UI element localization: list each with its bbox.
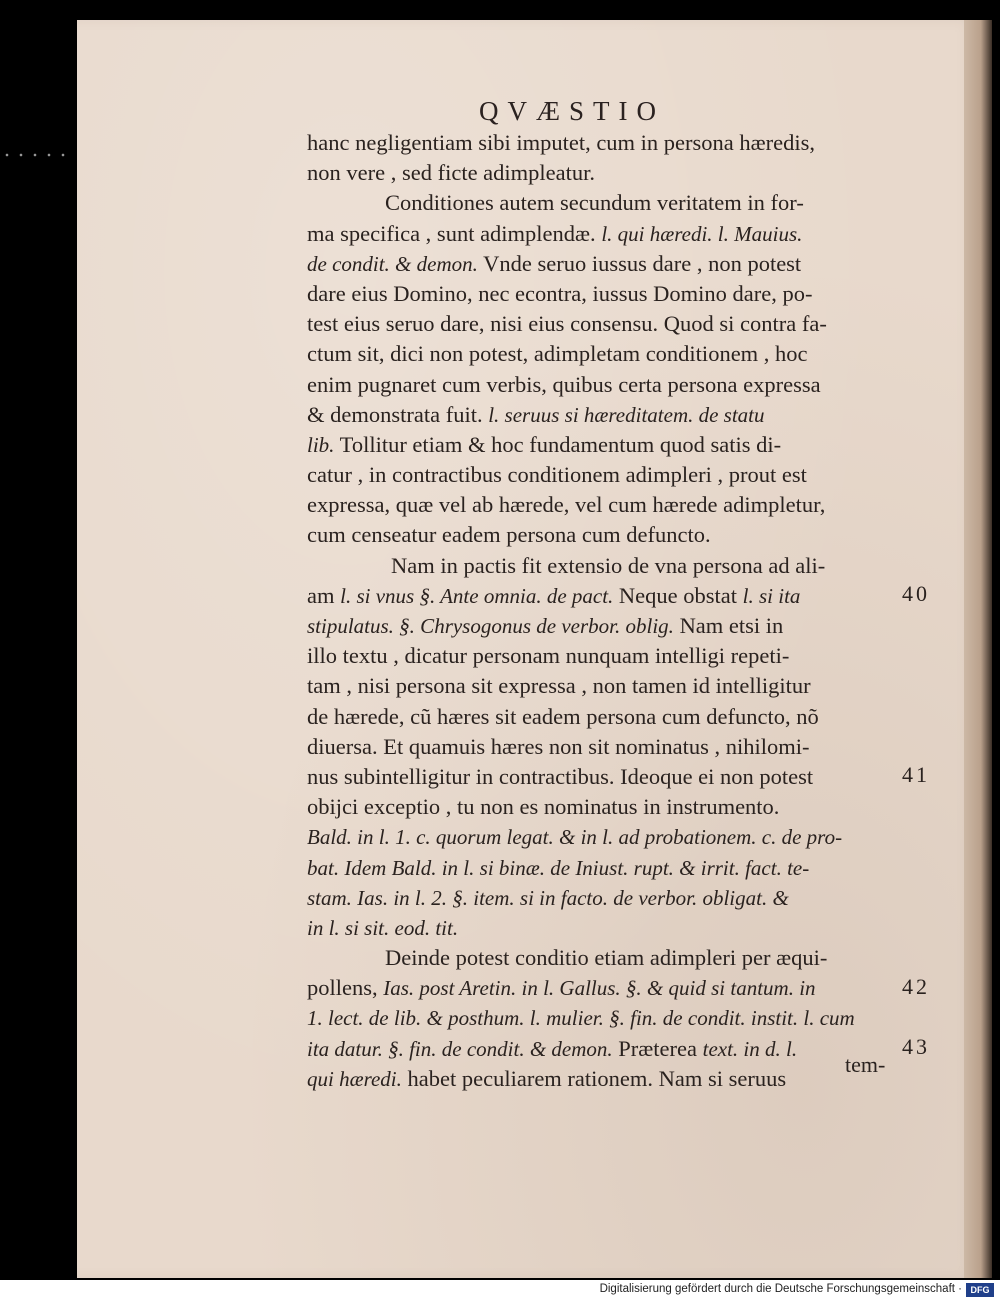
citation-text: l. seruus si hæreditatem. de statu [488,402,765,427]
text-line [307,913,907,943]
text-line [307,309,907,339]
line-text: nus subintelligitur in contractibus. Ideoque ei non potest [307,763,814,789]
text-line [307,158,907,188]
previous-page-edge [0,152,72,158]
line-text: Præterea [612,1035,703,1061]
text-line [307,671,907,701]
text-line [307,883,907,913]
line-text: test eius seruo dare, nisi eius consensu. Quod si contra fa- [307,311,827,337]
text-line [307,943,907,973]
margin-number: 40 [902,581,930,606]
page-gutter-shadow [964,20,992,1278]
text-line [307,973,907,1003]
line-text: Vnde seruo iussus dare , non potest [477,250,802,276]
line-text: ma specifica , sunt adimplendæ. [307,220,602,246]
margin-number: 42 [902,973,930,999]
line-text: enim pugnaret cum verbis, quibus certa persona expressa [307,371,821,397]
citation-text: in l. si sit. eod. tit. [307,915,459,940]
text-line [307,460,907,490]
citation-text: stam. Ias. in l. 2. §. item. si in facto. de verbor. obligat. & [307,885,789,910]
line-text: non vere , sed ficte adimpleatur. [307,160,596,186]
text-line [307,490,907,520]
citation-text: l. si ita [742,583,801,608]
citation-text: ita datur. §. fin. de condit. & demon. [307,1036,613,1061]
citation-text: Bald. in l. 1. c. quorum legat. & in l. ad probationem. c. de pro- [307,825,843,850]
line-text: de hærede, cũ hæres sit eadem persona cum defuncto, nõ [307,703,819,729]
line-text: obijci exceptio , tu non es nominatus in instrumento. [307,794,780,820]
citation-text: qui hæredi. [307,1066,402,1091]
line-text: cum censeatur eadem persona cum defuncto. [307,522,711,548]
text-line [307,581,907,611]
citation-text: l. qui hæredi. l. Mauius. [601,221,803,246]
text-line [307,400,907,430]
text-line [307,822,907,852]
line-text: diuersa. Et quamuis hæres non sit nominatus , nihilomi- [307,733,810,759]
line-text: Nam in pactis fit extensio de vna persona ad ali- [391,552,826,578]
line-text: illo textu , dicatur personam nunquam intelligi repeti- [307,643,790,669]
text-line [307,128,907,158]
funding-notice: Digitalisierung gefördert durch die Deutsche Forschungsgemeinschaft · [599,1283,962,1295]
text-line [307,188,907,218]
body-text [307,128,907,1094]
text-line [307,339,907,369]
text-line [307,219,907,249]
line-text: ctum sit, dici non potest, adimpletam conditionem , hoc [307,341,808,367]
line-text: tam , nisi persona sit expressa , non tamen id intelligitur [307,673,811,699]
line-text: catur , in contractibus conditionem adimpleri , prout est [307,462,807,488]
citation-text: stipulatus. §. Chrysogonus de verbor. oblig. [307,614,674,638]
text-line [307,641,907,671]
line-text: Conditiones autem secundum veritatem in for- [385,190,804,216]
footer-bar [0,1280,1000,1301]
line-text: am [307,582,341,608]
line-text: & demonstrata fuit. [307,401,489,427]
running-head: QVÆSTIO [479,96,666,126]
line-text: hanc negligentiam sibi imputet, cum in persona hæredis, [307,130,816,155]
catchword: tem- [845,1052,886,1077]
text-line [307,762,907,792]
citation-text: l. si vnus §. Ante omnia. de pact. [340,583,614,608]
text-line [307,551,907,581]
citation-text: bat. Idem Bald. in l. si binæ. de Iniust. rupt. & irrit. fact. te- [307,855,810,880]
text-line [307,732,907,762]
citation-text: de condit. & demon. [307,251,478,276]
margin-number: 43 [902,1034,930,1059]
line-text: Neque obstat [613,582,743,608]
dfg-logo: DFG [966,1283,994,1297]
citation-text: lib. [307,432,335,457]
line-text: pollens, [307,975,384,1001]
text-line [307,249,907,279]
line-text: Nam etsi in [673,613,784,638]
text-line [307,702,907,732]
margin-number: 41 [902,762,930,788]
text-line [307,853,907,883]
citation-text: Ias. post Aretin. in l. Gallus. §. & quid si tantum. in [383,976,816,1001]
line-text: dare eius Domino, nec econtra, iussus Domino dare, po- [307,280,813,306]
text-line [307,1003,907,1033]
text-line [307,1064,907,1094]
text-line [307,792,907,822]
line-text: expressa, quæ vel ab hærede, vel cum hærede adimpletur, [307,492,826,518]
line-text: Deinde potest conditio etiam adimpleri per æqui- [385,945,828,971]
line-text: habet peculiarem rationem. Nam si seruus [401,1065,787,1091]
citation-text: text. in d. l. [702,1036,798,1061]
text-line [307,370,907,400]
text-line [307,520,907,550]
text-line [307,611,907,641]
citation-text: 1. lect. de lib. & posthum. l. mulier. §. fin. de condit. instit. l. cum [307,1006,855,1031]
text-line [307,430,907,460]
text-line [307,279,907,309]
line-text: Tollitur etiam & hoc fundamentum quod satis di- [334,431,782,457]
text-line [307,1034,907,1064]
